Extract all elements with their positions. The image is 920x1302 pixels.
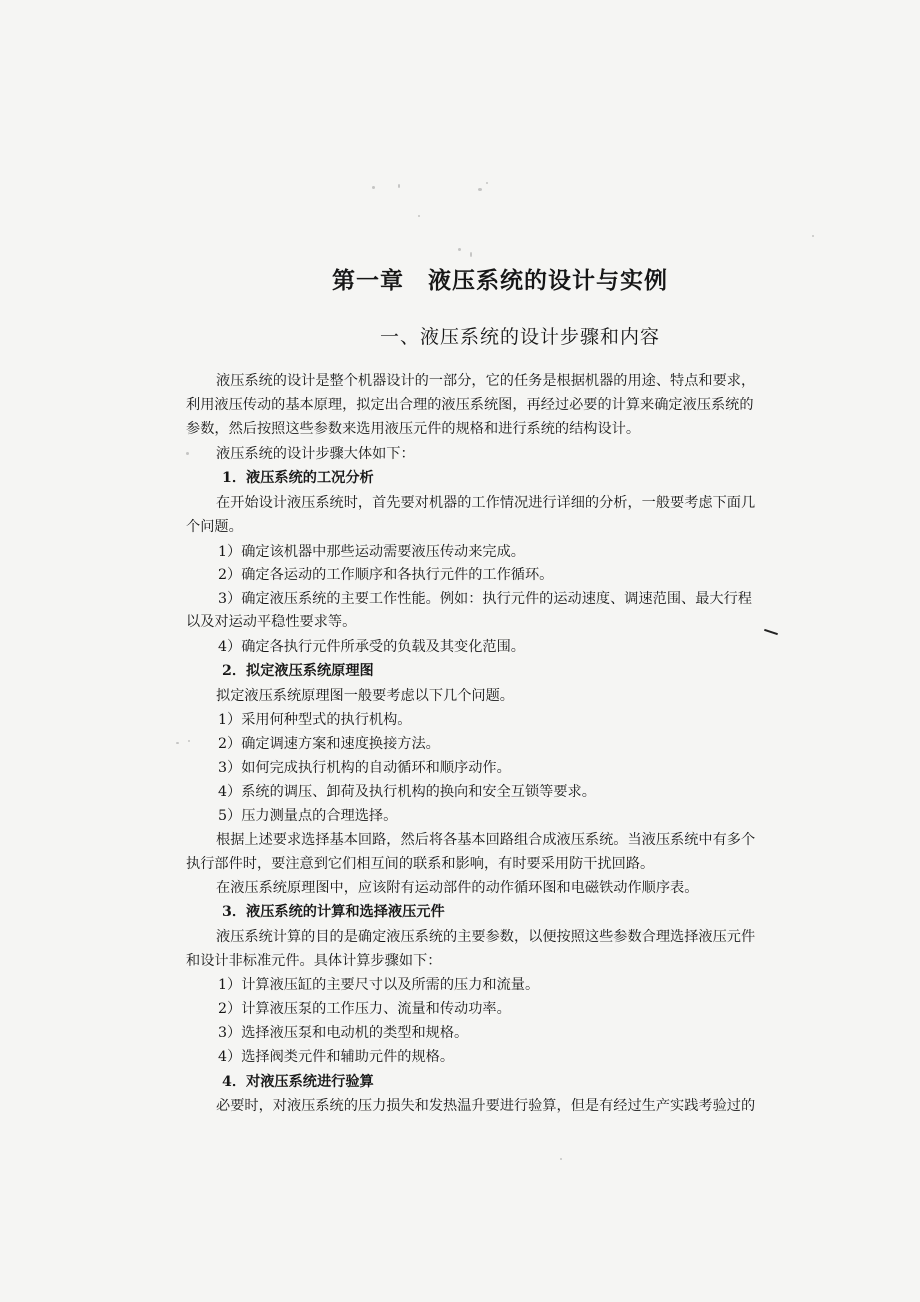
list-item: 1）计算液压缸的主要尺寸以及所需的压力和流量。 <box>218 977 540 993</box>
list-item: 3）选择液压泵和电动机的类型和规格。 <box>218 1025 469 1041</box>
scan-speckle <box>188 740 190 742</box>
scan-speckle <box>812 235 814 237</box>
body-line: 执行部件时，要注意到它们相互间的联系和影响，有时要采用防干扰回路。 <box>186 856 655 872</box>
scan-speckle <box>372 186 375 189</box>
list-item: 5）压力测量点的合理选择。 <box>218 808 398 824</box>
body-line: 必要时，对液压系统的压力损失和发热温升要进行验算，但是有经过生产实践考验过的 <box>216 1098 756 1114</box>
list-item: 3）如何完成执行机构的自动循环和顺序动作。 <box>218 760 511 776</box>
body-line: 利用液压传动的基本原理，拟定出合理的液压系统图，再经过必要的计算来确定液压系统的 <box>186 397 754 413</box>
list-item: 2）确定调速方案和速度换接方法。 <box>218 736 440 752</box>
scan-speckle <box>458 248 461 251</box>
body-line: 个问题。 <box>186 519 243 535</box>
list-item: 4）确定各执行元件所承受的负载及其变化范围。 <box>218 639 525 655</box>
scan-speckle <box>418 215 420 217</box>
section-title: 一、液压系统的设计步骤和内容 <box>379 326 660 348</box>
scan-speckle <box>470 252 472 257</box>
scan-speckle <box>486 182 488 184</box>
body-line: 在开始设计液压系统时，首先要对机器的工作情况进行详细的分析，一般要考虑下面几 <box>216 495 756 511</box>
scan-dash-mark <box>764 629 778 635</box>
chapter-title: 第一章 液压系统的设计与实例 <box>332 267 668 294</box>
list-item: 3）确定液压系统的主要工作性能。例如：执行元件的运动速度、调速范围、最大行程 <box>218 591 752 607</box>
body-line: 液压系统计算的目的是确定液压系统的主要参数，以便按照这些参数合理选择液压元件 <box>216 929 756 945</box>
list-item: 2）确定各运动的工作顺序和各执行元件的工作循环。 <box>218 567 554 583</box>
scan-speckle <box>560 1158 562 1160</box>
body-line: 参数，然后按照这些参数来选用液压元件的规格和进行系统的结构设计。 <box>186 421 641 437</box>
list-item: 1）采用何种型式的执行机构。 <box>218 712 412 728</box>
body-line: 拟定液压系统原理图一般要考虑以下几个问题。 <box>216 688 514 704</box>
list-item: 4）系统的调压、卸荷及执行机构的换向和安全互锁等要求。 <box>218 784 596 800</box>
list-item: 2）计算液压泵的工作压力、流量和传动功率。 <box>218 1001 511 1017</box>
body-line: 液压系统的设计步骤大体如下： <box>216 446 415 462</box>
heading-3: 3．液压系统的计算和选择液压元件 <box>222 904 445 920</box>
body-line: 根据上述要求选择基本回路，然后将各基本回路组合成液压系统。当液压系统中有多个 <box>216 832 756 848</box>
heading-4: 4．对液压系统进行验算 <box>222 1074 374 1090</box>
heading-2: 2．拟定液压系统原理图 <box>222 663 374 679</box>
body-line: 以及对运动平稳性要求等。 <box>186 614 357 630</box>
scan-speckle <box>398 184 400 188</box>
heading-1: 1．液压系统的工况分析 <box>222 470 374 486</box>
scan-speckle <box>176 742 179 744</box>
list-item: 4）选择阀类元件和辅助元件的规格。 <box>218 1049 455 1065</box>
list-item: 1）确定该机器中那些运动需要液压传动来完成。 <box>218 544 525 560</box>
body-line: 液压系统的设计是整个机器设计的一部分，它的任务是根据机器的用途、特点和要求， <box>216 373 756 389</box>
scan-speckle <box>186 452 189 455</box>
body-line: 和设计非标准元件。具体计算步骤如下： <box>186 953 442 969</box>
body-line: 在液压系统原理图中，应该附有运动部件的动作循环图和电磁铁动作顺序表。 <box>216 880 699 896</box>
scan-speckle <box>478 188 482 191</box>
